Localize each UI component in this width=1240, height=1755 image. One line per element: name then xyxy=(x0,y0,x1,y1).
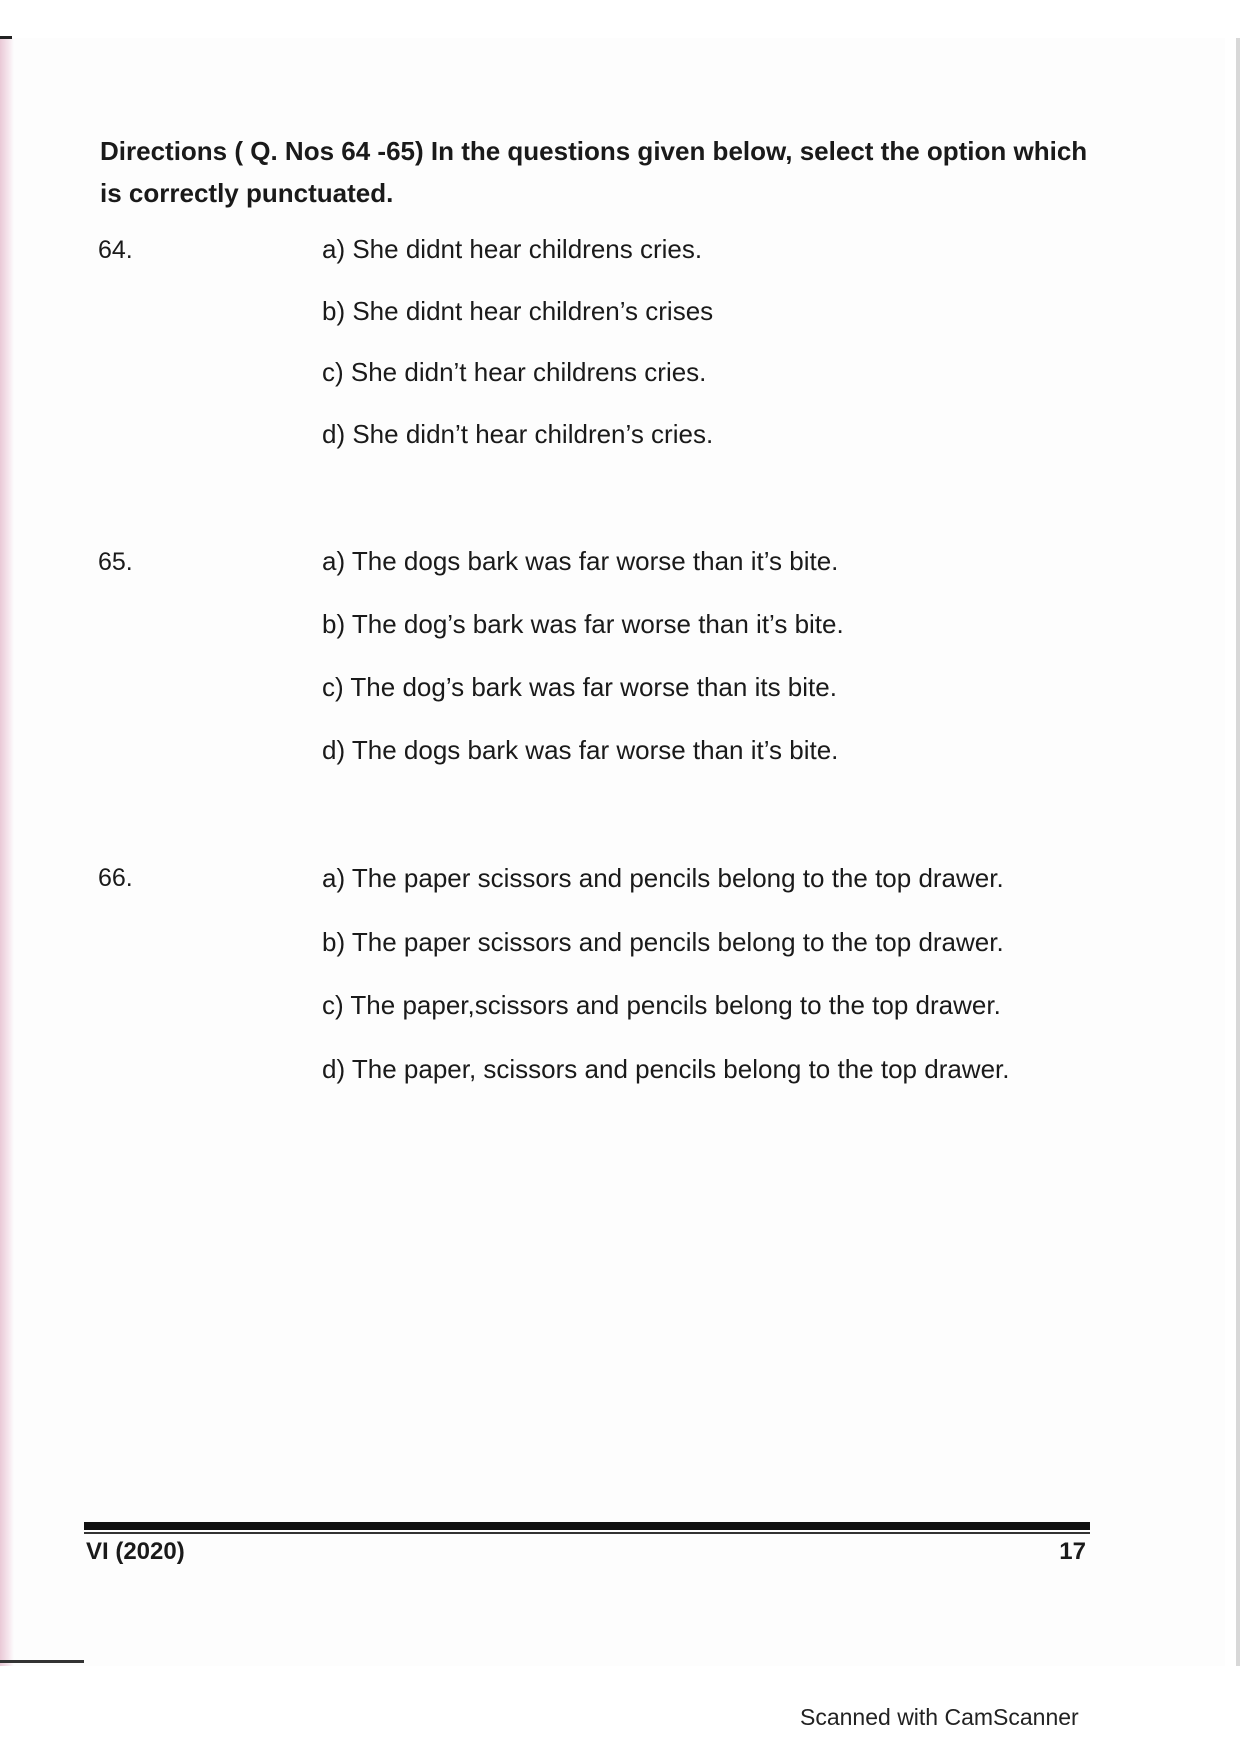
scanner-watermark: Scanned with CamScanner xyxy=(800,1704,1079,1730)
page-right-edge xyxy=(1236,38,1240,1666)
q66-option-d: d) The paper, scissors and pencils belong to the top drawer. xyxy=(322,1054,1010,1084)
question-number-66: 66. xyxy=(98,864,133,892)
q65-option-c: c) The dog’s bark was far worse than its bite. xyxy=(322,672,837,702)
question-number-65: 65. xyxy=(98,548,133,576)
page-corner-mark-top xyxy=(0,36,12,39)
q66-option-b: b) The paper scissors and pencils belong to the top drawer. xyxy=(322,927,1004,957)
q64-option-a: a) She didnt hear childrens cries. xyxy=(322,234,703,264)
directions-text: Directions ( Q. Nos 64 -65) In the questions given below, select the option which is correctly punctuated. xyxy=(100,136,1088,208)
scanned-page xyxy=(0,38,1225,1666)
footer-class-year: VI (2020) xyxy=(86,1538,185,1565)
page-corner-mark-bottom xyxy=(0,1660,84,1663)
q64-option-d: d) She didn’t hear children’s cries. xyxy=(322,419,714,449)
q65-option-b: b) The dog’s bark was far worse than it’s bite. xyxy=(322,609,844,639)
question-number-64: 64. xyxy=(98,236,133,264)
q64-option-c: c) She didn’t hear childrens cries. xyxy=(322,357,707,387)
q65-option-d: d) The dogs bark was far worse than it’s bite. xyxy=(322,735,839,765)
footer-rule xyxy=(84,1522,1090,1530)
footer-rule-thin xyxy=(84,1532,1090,1534)
page-number: 17 xyxy=(1059,1538,1086,1565)
page-left-edge-shadow xyxy=(0,38,14,1666)
q66-option-c: c) The paper,scissors and pencils belong to the top drawer. xyxy=(322,990,1001,1020)
q64-option-b: b) She didnt hear children’s crises xyxy=(322,296,714,326)
q66-option-a: a) The paper scissors and pencils belong to the top drawer. xyxy=(322,863,1004,893)
q65-option-a: a) The dogs bark was far worse than it’s bite. xyxy=(322,546,839,576)
